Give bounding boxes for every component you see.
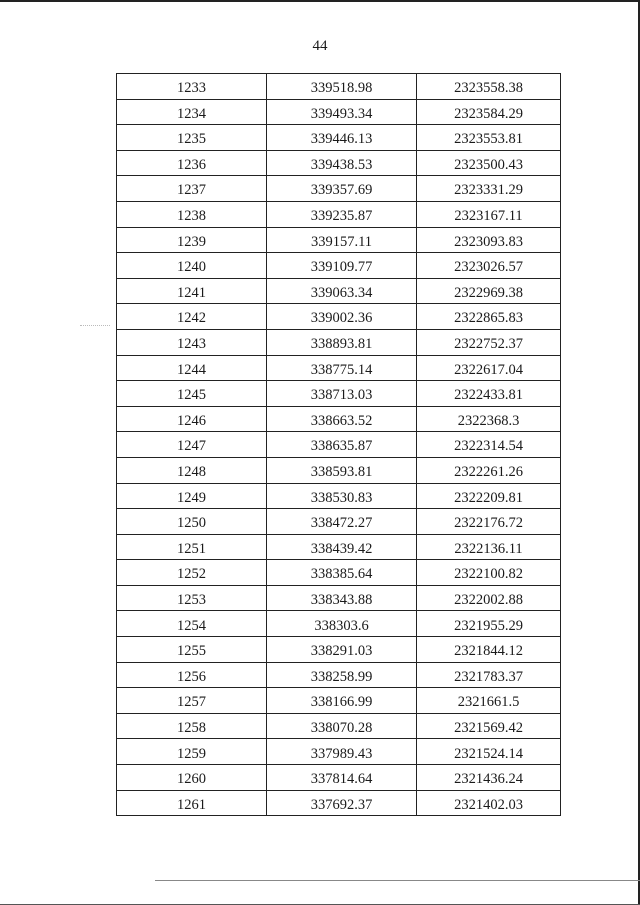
y-coordinate-cell: 2323584.29 [417,99,561,125]
x-coordinate-cell: 338635.87 [267,432,417,458]
y-coordinate-cell: 2323093.83 [417,227,561,253]
point-id-cell: 1246 [117,406,267,432]
x-coordinate-cell: 339002.36 [267,304,417,330]
point-id-cell: 1256 [117,662,267,688]
x-coordinate-cell: 339235.87 [267,201,417,227]
y-coordinate-cell: 2323553.81 [417,125,561,151]
point-id-cell: 1250 [117,509,267,535]
table-row [117,790,561,816]
coordinate-table [116,73,561,816]
bottom-rule [155,880,640,881]
table-row [117,278,561,304]
y-coordinate-cell: 2322969.38 [417,278,561,304]
table-row [117,329,561,355]
table-row [117,150,561,176]
point-id-cell: 1261 [117,790,267,816]
scan-artifact [80,325,110,327]
table-row [117,355,561,381]
table-row [117,509,561,535]
point-id-cell: 1253 [117,585,267,611]
table-row [117,713,561,739]
x-coordinate-cell: 338593.81 [267,457,417,483]
x-coordinate-cell: 339109.77 [267,253,417,279]
point-id-cell: 1236 [117,150,267,176]
point-id-cell: 1257 [117,688,267,714]
point-id-cell: 1241 [117,278,267,304]
point-id-cell: 1247 [117,432,267,458]
table-row [117,483,561,509]
y-coordinate-cell: 2323167.11 [417,201,561,227]
x-coordinate-cell: 337692.37 [267,790,417,816]
table-row [117,739,561,765]
point-id-cell: 1258 [117,713,267,739]
x-coordinate-cell: 338663.52 [267,406,417,432]
point-id-cell: 1243 [117,329,267,355]
x-coordinate-cell: 338343.88 [267,585,417,611]
table-row [117,406,561,432]
x-coordinate-cell: 339438.53 [267,150,417,176]
y-coordinate-cell: 2322368.3 [417,406,561,432]
y-coordinate-cell: 2322752.37 [417,329,561,355]
x-coordinate-cell: 338775.14 [267,355,417,381]
y-coordinate-cell: 2321955.29 [417,611,561,637]
y-coordinate-cell: 2322176.72 [417,509,561,535]
table-row [117,637,561,663]
x-coordinate-cell: 339357.69 [267,176,417,202]
y-coordinate-cell: 2323558.38 [417,74,561,100]
page-border-top [0,0,640,2]
table-row [117,457,561,483]
x-coordinate-cell: 338303.6 [267,611,417,637]
table-row [117,176,561,202]
table-row [117,534,561,560]
y-coordinate-cell: 2322100.82 [417,560,561,586]
point-id-cell: 1237 [117,176,267,202]
x-coordinate-cell: 338439.42 [267,534,417,560]
table-row [117,227,561,253]
table-row [117,125,561,151]
x-coordinate-cell: 339446.13 [267,125,417,151]
table-row [117,432,561,458]
y-coordinate-cell: 2321402.03 [417,790,561,816]
table-row [117,765,561,791]
y-coordinate-cell: 2321783.37 [417,662,561,688]
table-row [117,381,561,407]
point-id-cell: 1235 [117,125,267,151]
table-row [117,585,561,611]
point-id-cell: 1260 [117,765,267,791]
table-row [117,611,561,637]
table-row [117,662,561,688]
x-coordinate-cell: 338893.81 [267,329,417,355]
x-coordinate-cell: 337989.43 [267,739,417,765]
y-coordinate-cell: 2321569.42 [417,713,561,739]
point-id-cell: 1249 [117,483,267,509]
x-coordinate-cell: 339518.98 [267,74,417,100]
point-id-cell: 1248 [117,457,267,483]
y-coordinate-cell: 2322865.83 [417,304,561,330]
table-row [117,201,561,227]
y-coordinate-cell: 2322261.26 [417,457,561,483]
y-coordinate-cell: 2323331.29 [417,176,561,202]
y-coordinate-cell: 2322136.11 [417,534,561,560]
y-coordinate-cell: 2322209.81 [417,483,561,509]
point-id-cell: 1244 [117,355,267,381]
point-id-cell: 1252 [117,560,267,586]
x-coordinate-cell: 338385.64 [267,560,417,586]
y-coordinate-cell: 2322314.54 [417,432,561,458]
table-row [117,304,561,330]
point-id-cell: 1255 [117,637,267,663]
x-coordinate-cell: 338472.27 [267,509,417,535]
table-row [117,74,561,100]
coordinate-table-body [117,74,561,816]
x-coordinate-cell: 339493.34 [267,99,417,125]
point-id-cell: 1259 [117,739,267,765]
x-coordinate-cell: 339063.34 [267,278,417,304]
y-coordinate-cell: 2322617.04 [417,355,561,381]
x-coordinate-cell: 339157.11 [267,227,417,253]
point-id-cell: 1239 [117,227,267,253]
y-coordinate-cell: 2321661.5 [417,688,561,714]
x-coordinate-cell: 338713.03 [267,381,417,407]
x-coordinate-cell: 337814.64 [267,765,417,791]
y-coordinate-cell: 2321844.12 [417,637,561,663]
x-coordinate-cell: 338258.99 [267,662,417,688]
table-row [117,560,561,586]
y-coordinate-cell: 2323500.43 [417,150,561,176]
point-id-cell: 1251 [117,534,267,560]
point-id-cell: 1233 [117,74,267,100]
table-row [117,253,561,279]
y-coordinate-cell: 2321524.14 [417,739,561,765]
point-id-cell: 1254 [117,611,267,637]
page-number: 44 [312,38,328,54]
table-row [117,688,561,714]
y-coordinate-cell: 2323026.57 [417,253,561,279]
x-coordinate-cell: 338291.03 [267,637,417,663]
x-coordinate-cell: 338070.28 [267,713,417,739]
point-id-cell: 1238 [117,201,267,227]
point-id-cell: 1242 [117,304,267,330]
point-id-cell: 1245 [117,381,267,407]
y-coordinate-cell: 2322433.81 [417,381,561,407]
y-coordinate-cell: 2322002.88 [417,585,561,611]
point-id-cell: 1240 [117,253,267,279]
y-coordinate-cell: 2321436.24 [417,765,561,791]
table-row [117,99,561,125]
x-coordinate-cell: 338166.99 [267,688,417,714]
x-coordinate-cell: 338530.83 [267,483,417,509]
point-id-cell: 1234 [117,99,267,125]
